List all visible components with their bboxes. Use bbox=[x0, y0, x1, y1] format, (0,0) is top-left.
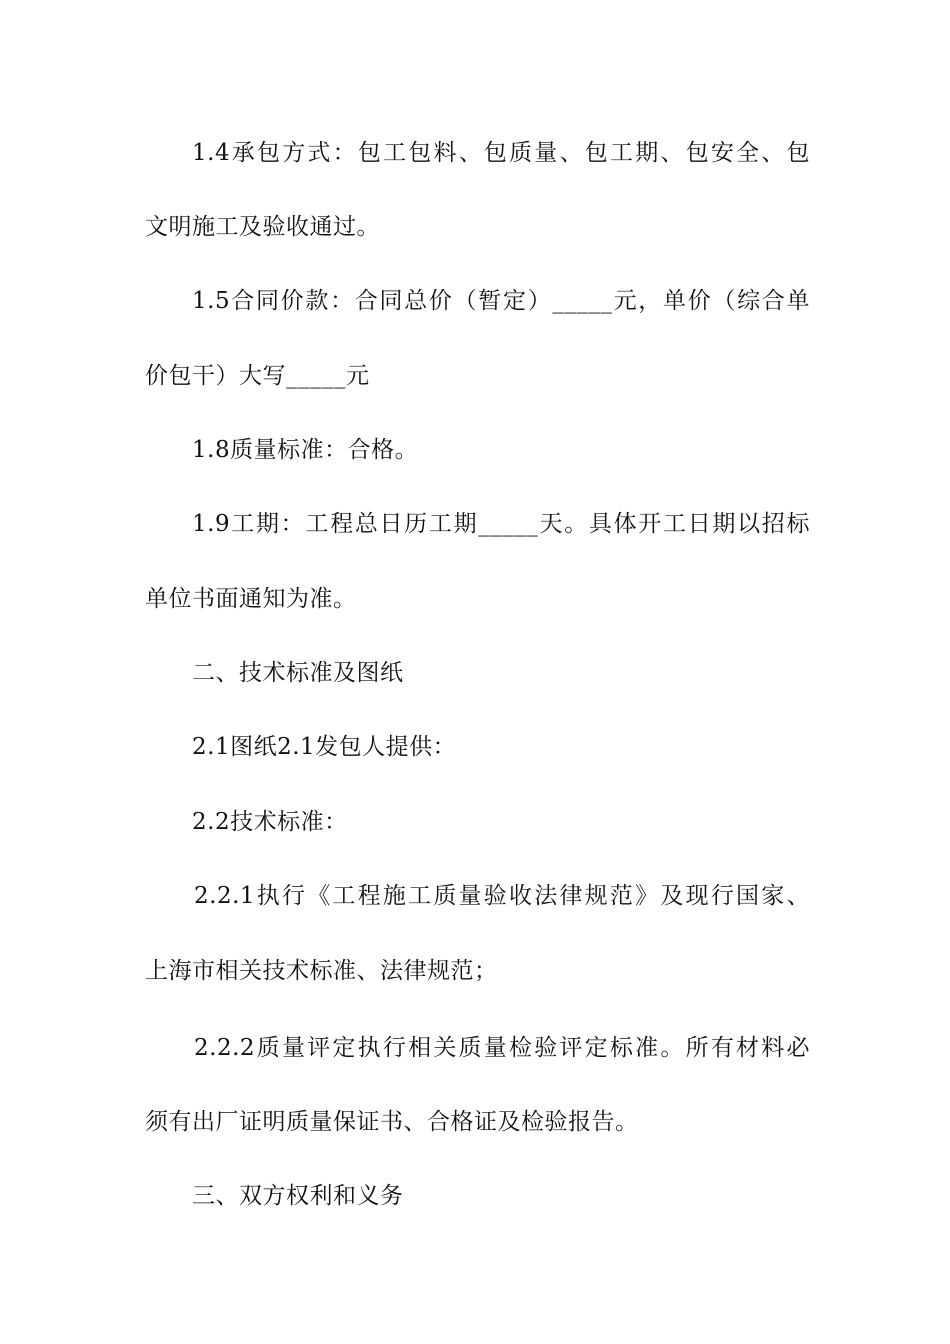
paragraph-1-8: 1.8质量标准：合格。 bbox=[192, 437, 419, 463]
paragraph-2-1: 2.1图纸2.1发包人提供： bbox=[192, 734, 457, 760]
paragraph-2-2-2-line-1: 2.2.2质量评定执行相关质量检验评定标准。所有材料必 bbox=[194, 1035, 810, 1061]
section-heading-2: 二、技术标准及图纸 bbox=[192, 660, 404, 686]
paragraph-2-2: 2.2技术标准： bbox=[192, 809, 348, 835]
paragraph-1-4-line-2: 文明施工及验收通过。 bbox=[145, 214, 380, 240]
paragraph-1-4-line-1: 1.4承包方式：包工包料、包质量、包工期、包安全、包 bbox=[192, 140, 810, 166]
paragraph-1-5-line-2: 价包干）大写_____元 bbox=[145, 363, 370, 389]
paragraph-1-9-line-1: 1.9工期：工程总日历工期_____天。具体开工日期以招标 bbox=[192, 511, 810, 537]
paragraph-2-2-2-line-2: 须有出厂证明质量保证书、合格证及检验报告。 bbox=[145, 1109, 639, 1135]
section-heading-3: 三、双方权利和义务 bbox=[192, 1183, 404, 1209]
paragraph-2-2-1-line-1: 2.2.1执行《工程施工质量验收法律规范》及现行国家、 bbox=[194, 883, 810, 909]
paragraph-1-5-line-1: 1.5合同价款：合同总价（暂定）_____元，单价（综合单 bbox=[192, 288, 810, 314]
paragraph-1-9-line-2: 单位书面通知为准。 bbox=[145, 586, 357, 612]
paragraph-2-2-1-line-2: 上海市相关技术标准、法律规范； bbox=[145, 958, 498, 984]
